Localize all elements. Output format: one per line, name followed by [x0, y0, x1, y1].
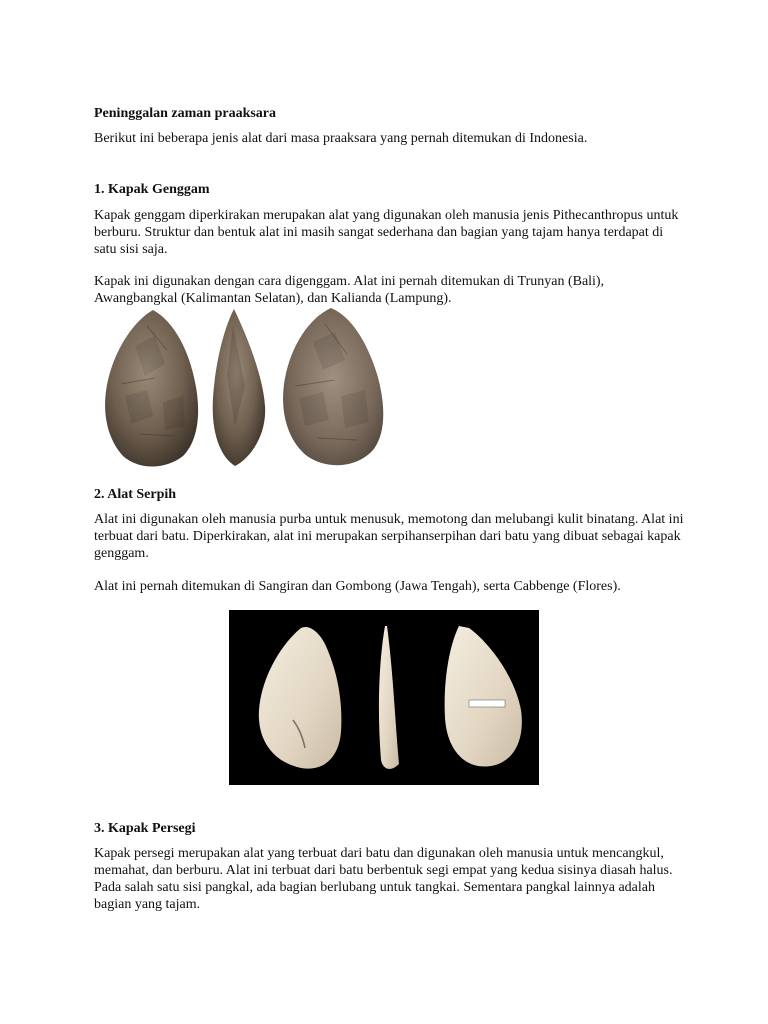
hand-axe-front-view: [105, 310, 198, 467]
section-1-paragraph-2: Kapak ini digunakan dengan cara digenggam. Alat ini pernah ditemukan di Trunyan (Bali), Awangbangkal (Kalimantan Selatan), dan Kalianda (Lampung).: [94, 274, 605, 306]
kapak-genggam-photo: [95, 306, 385, 471]
section-heading-kapak-persegi: 3. Kapak Persegi: [94, 821, 196, 836]
alat-serpih-photo: [229, 610, 539, 785]
intro-paragraph: Berikut ini beberapa jenis alat dari masa praaksara yang pernah ditemukan di Indonesia.: [94, 131, 588, 146]
hand-axe-back-view: [283, 308, 383, 465]
section-3-paragraph-1: Kapak persegi merupakan alat yang terbuat dari batu dan digunakan oleh manusia untuk mencangkul, memahat, dan berburu. Alat ini terbuat dari batu berbentuk segi empat yang kedua sisinya diasah halus. Pada salah satu sisi pangkal, ada bagian berlubang untuk tangkai. Sementara pangkal lainnya adalah bagian yang tajam.: [94, 846, 673, 912]
section-1-paragraph-1: Kapak genggam diperkirakan merupakan alat yang digunakan oleh manusia jenis Pithecanthropus untuk berburu. Struktur dan bentuk alat ini masih sangat sederhana dan bagian yang tajam hanya terdapat di satu sisi saja.: [94, 208, 679, 257]
section-2-paragraph-1: Alat ini digunakan oleh manusia purba untuk menusuk, memotong dan melubangi kulit binatang. Alat ini terbuat dari batu. Diperkirakan, alat ini merupakan serpihanserpihan dari batu yang dibuat sebagai kapak genggam.: [94, 512, 684, 561]
section-heading-alat-serpih: 2. Alat Serpih: [94, 487, 177, 502]
section-2-paragraph-2: Alat ini pernah ditemukan di Sangiran dan Gombong (Jawa Tengah), serta Cabbenge (Flores).: [94, 579, 621, 594]
page-title: Peninggalan zaman praaksara: [94, 106, 277, 121]
hand-axe-side-view: [213, 309, 265, 466]
section-heading-kapak-genggam: 1. Kapak Genggam: [94, 182, 210, 197]
